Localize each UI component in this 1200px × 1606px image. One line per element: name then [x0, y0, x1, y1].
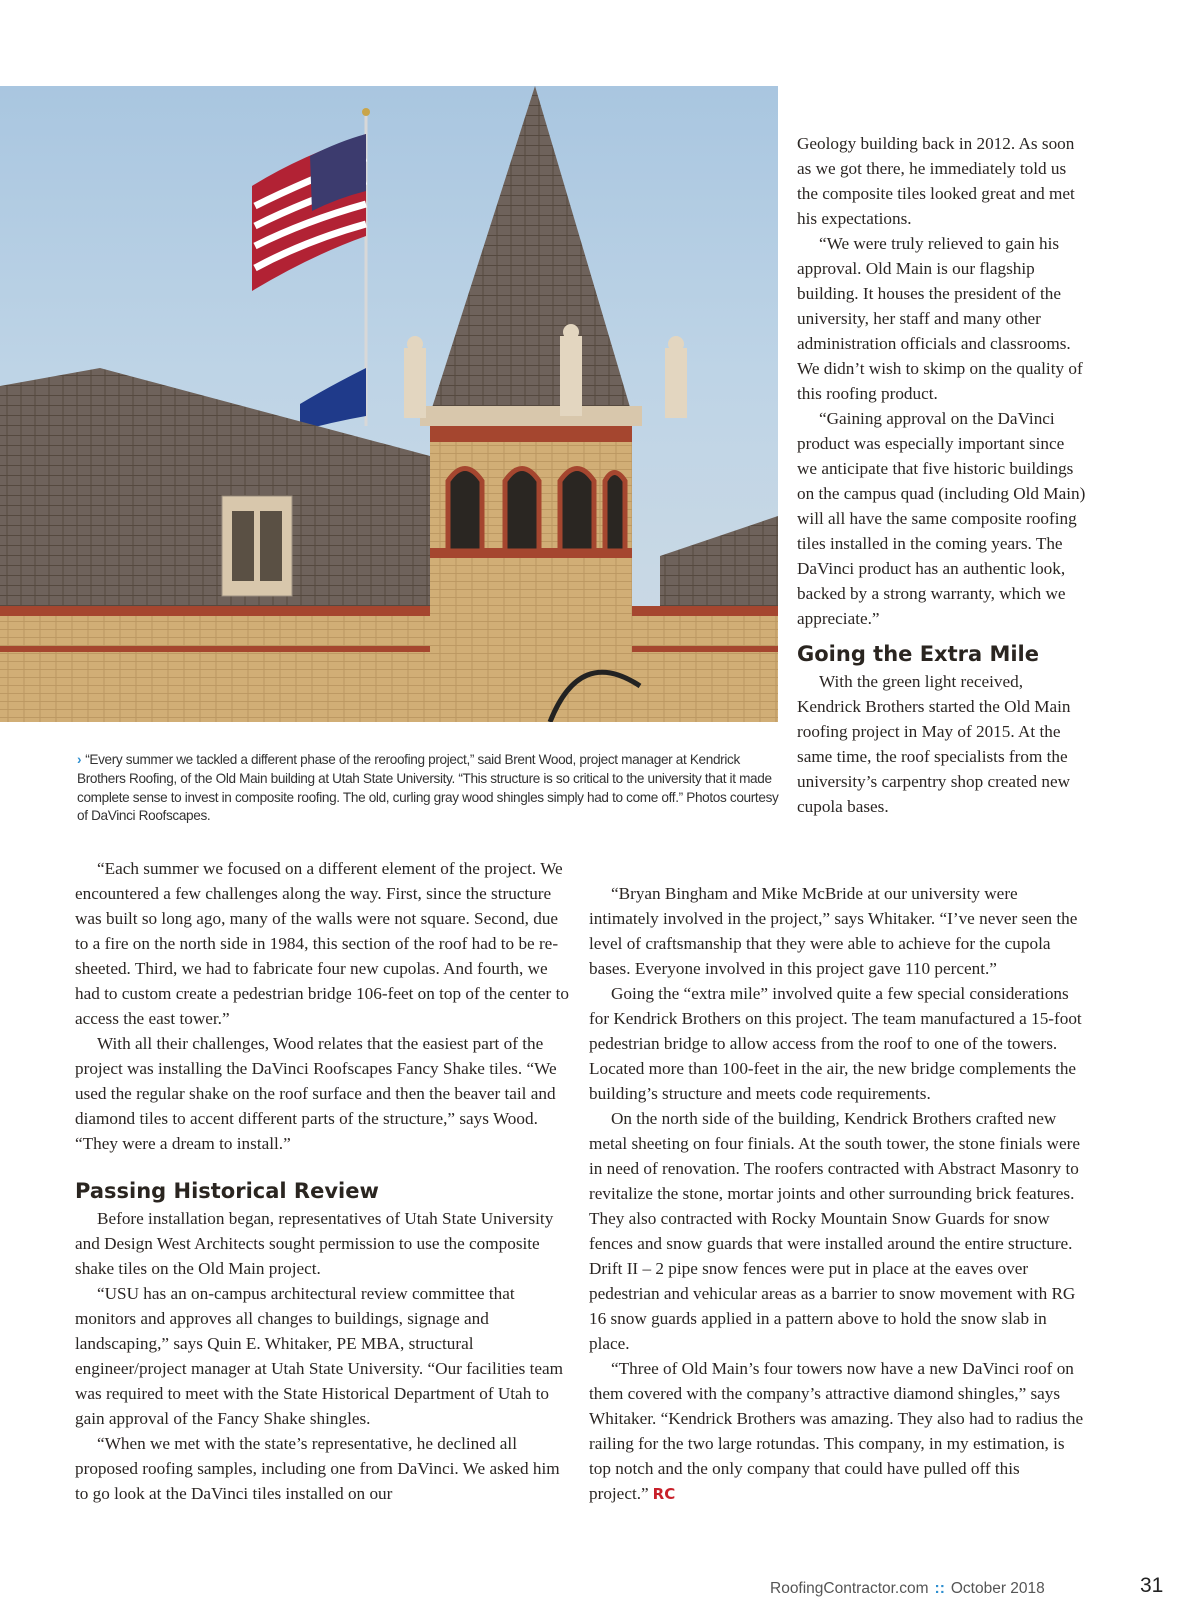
middle-column: [589, 881, 1089, 1507]
end-mark: RC: [652, 1485, 676, 1503]
building-photo: [0, 86, 778, 722]
paragraph: On the north side of the building, Kendrick Brothers crafted new metal sheeting on four finials. At the south tower, the stone finials were in need of renovation. The roofers contracted with Abstract Masonry to revitalize the stone, mortar joints and other surrounding brick features. They also contracted with Rocky Mountain Snow Guards for snow fences and snow guards that were installed around the entire structure. Drift II – 2 pipe snow fences were put in place at the eaves over pedestrian and vehicular areas as a barrier to snow movement with RG 16 snow guards applied in a pattern above to hold the snow slab in place.: [589, 1109, 1080, 1353]
state-flag-icon: [300, 368, 366, 431]
paragraph: “Each summer we focused on a different element of the project. We encountered a few challenges along the way. First, since the structure was built so long ago, many of the walls were not square. Second, due to a fire on the north side in 1984, this section of the roof had to be re-sheeted. Third, we had to fabricate four new cupolas. And fourth, we had to custom create a pedestrian bridge 106-feet on top of the center to access the east tower.”: [75, 859, 569, 1028]
brick-facade: [0, 606, 778, 722]
caption-text: “Every summer we tackled a different phase of the reroofing project,” said Brent Wood, project manager at Kendrick Brothers Roofing, of the Old Main building at Utah State University. “This structure is so critical to the university that it made complete sense to invest in composite roofing. The old, curling gray wood shingles simply had to come off.” Photos courtesy of DaVinci Roofscapes.: [77, 752, 779, 824]
right-column: [797, 131, 1087, 819]
left-column: [75, 856, 575, 1506]
photo-caption: [77, 751, 782, 826]
paragraph: “Bryan Bingham and Mike McBride at our university were intimately involved in the project,” says Whitaker. “I’ve never seen the level of craftsmanship that they were able to achieve for the cupola bases. Everyone involved in this project gave 110 percent.”: [589, 884, 1078, 978]
page-footer: [770, 1580, 1170, 1598]
paragraph: “Gaining approval on the DaVinci product was especially important since we anticipate that five historic buildings on the campus quad (including Old Main) will all have the same composite roofing tiles installed in the coming years. The DaVinci product has an authentic look, backed by a strong warranty, which we appreciate.”: [797, 409, 1086, 628]
paragraph: “When we met with the state’s representative, he declined all proposed roofing samples, including one from DaVinci. We asked him to go look at the DaVinci tiles installed on our: [75, 1434, 560, 1503]
paragraph: “We were truly relieved to gain his approval. Old Main is our flagship building. It houses the president of the university, her staff and many other administration officials and classrooms. We didn’t wish to skimp on the quality of this roofing product.: [797, 234, 1083, 403]
paragraph: Geology building back in 2012. As soon as we got there, he immediately told us the composite tiles looked great and met his expectations.: [797, 134, 1075, 228]
footer-separator: ::: [934, 1580, 945, 1597]
paragraph-final: [589, 1356, 1089, 1507]
section-heading-historical-review: Passing Historical Review: [75, 1179, 379, 1203]
paragraph: “USU has an on-campus architectural review committee that monitors and approves all changes to buildings, signage and landscaping,” says Quin E. Whitaker, PE MBA, structural engineer/project manager at Utah State University. “Our facilities team was required to meet with the State Historical Department of Utah to gain approval of the Fancy Shake shingles.: [75, 1284, 564, 1428]
footer-issue: October 2018: [950, 1580, 1045, 1597]
tower-spire: [430, 86, 632, 414]
paragraph-final-text: “Three of Old Main’s four towers now have a new DaVinci roof on them covered with the company’s attractive diamond shingles,” says Whitaker. “Kendrick Brothers was amazing. They also had to radius the railing for the two large rotundas. This company, in my estimation, is top notch and the only company that could have pulled off this project.”: [589, 1359, 1084, 1503]
footer-site: RoofingContractor.com: [770, 1580, 929, 1597]
paragraph: Going the “extra mile” involved quite a few special considerations for Kendrick Brothers on this project. The team manufactured a 15-foot pedestrian bridge to allow access from the roof to one of the towers. Located more than 100-feet in the air, the new bridge complements the building’s structure and meets code requirements.: [589, 984, 1082, 1103]
caption-arrow-icon: ›: [77, 752, 82, 767]
paragraph: With all their challenges, Wood relates that the easiest part of the project was installing the DaVinci Roofscapes Fancy Shake tiles. “We used the regular shake on the roof surface and then the beaver tail and diamond tiles to accent different parts of the structure,” says Wood. “They were a dream to install.”: [75, 1034, 557, 1153]
us-flag-icon: [252, 134, 366, 291]
paragraph: With the green light received, Kendrick Brothers started the Old Main roofing project in May of 2015. At the same time, the roof specialists from the university’s carpentry shop created new cupola bases.: [797, 672, 1071, 816]
old-main-building-illustration: [0, 86, 778, 722]
section-heading-extra-mile: Going the Extra Mile: [797, 642, 1040, 666]
paragraph: Before installation began, representatives of Utah State University and Design West Architects sought permission to use the composite shake tiles on the Old Main project.: [75, 1209, 554, 1278]
page-number: 31: [1140, 1574, 1164, 1597]
